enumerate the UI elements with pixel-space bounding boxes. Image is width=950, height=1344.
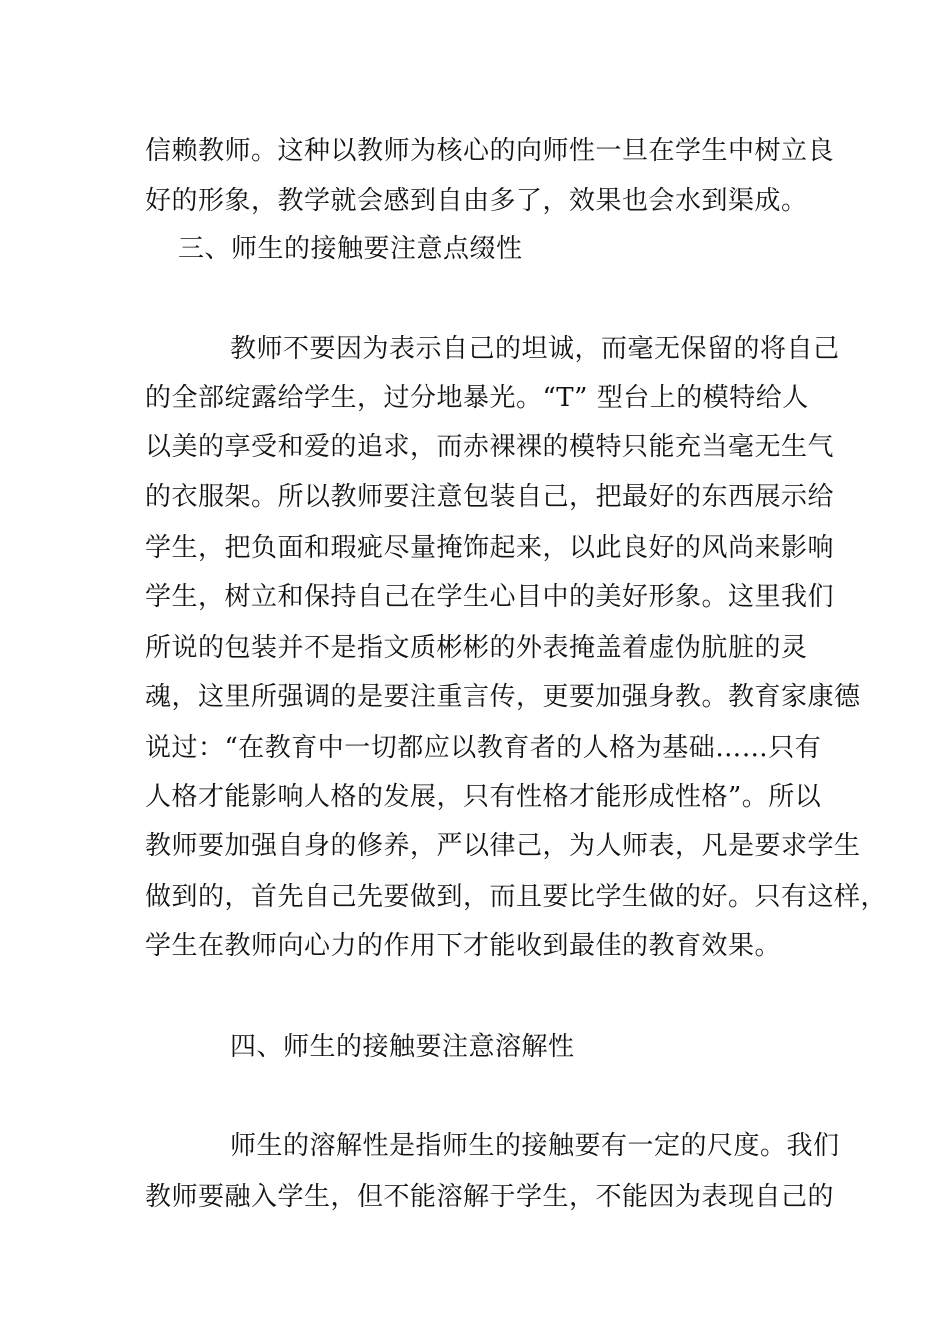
paragraph-2-line-6: 学生，树立和保持自己在学生心目中的美好形象。这里我们 (145, 582, 835, 612)
paragraph-1-line-2: 好的形象，教学就会感到自由多了，效果也会水到渠成。 (145, 186, 808, 216)
paragraph-1-line-1: 信赖教师。这种以教师为核心的向师性一旦在学生中树立良 (145, 136, 835, 166)
paragraph-3-line-2: 教师要融入学生，但不能溶解于学生，不能因为表现自己的 (145, 1182, 835, 1212)
section-3-heading: 三、师生的接触要注意点缀性 (178, 234, 523, 264)
paragraph-2-line-3: 以美的享受和爱的追求，而赤裸裸的模特只能充当毫无生气 (145, 432, 835, 462)
paragraph-2-line-12: 做到的，首先自己先要做到，而且要比学生做的好。只有这样， (145, 882, 888, 912)
paragraph-2-line-13: 学生在教师向心力的作用下才能收到最佳的教育效果。 (145, 931, 782, 961)
paragraph-2-line-1: 教师不要因为表示自己的坦诚，而毫无保留的将自己 (230, 334, 840, 364)
paragraph-2-line-5: 学生，把负面和瑕疵尽量掩饰起来，以此良好的风尚来影响 (145, 533, 835, 563)
paragraph-2-line-4: 的衣服架。所以教师要注意包装自己，把最好的东西展示给 (145, 482, 835, 512)
paragraph-2-line-9: 说过：“在教育中一切都应以教育者的人格为基础……只有 (145, 733, 822, 763)
paragraph-2-line-11: 教师要加强自身的修养，严以律己，为人师表，凡是要求学生 (145, 831, 861, 861)
paragraph-2-line-7: 所说的包装并不是指文质彬彬的外表掩盖着虚伪肮脏的灵 (145, 633, 808, 663)
section-4-heading: 四、师生的接触要注意溶解性 (230, 1032, 575, 1062)
paragraph-2-line-10: 人格才能影响人格的发展，只有性格才能形成性格”。所以 (145, 782, 822, 812)
paragraph-2-line-8: 魂，这里所强调的是要注重言传，更要加强身教。教育家康德 (145, 682, 861, 712)
paragraph-3-line-1: 师生的溶解性是指师生的接触要有一定的尺度。我们 (230, 1131, 840, 1161)
paragraph-2-line-2: 的全部绽露给学生，过分地暴光。“T” 型台上的模特给人 (145, 383, 809, 413)
